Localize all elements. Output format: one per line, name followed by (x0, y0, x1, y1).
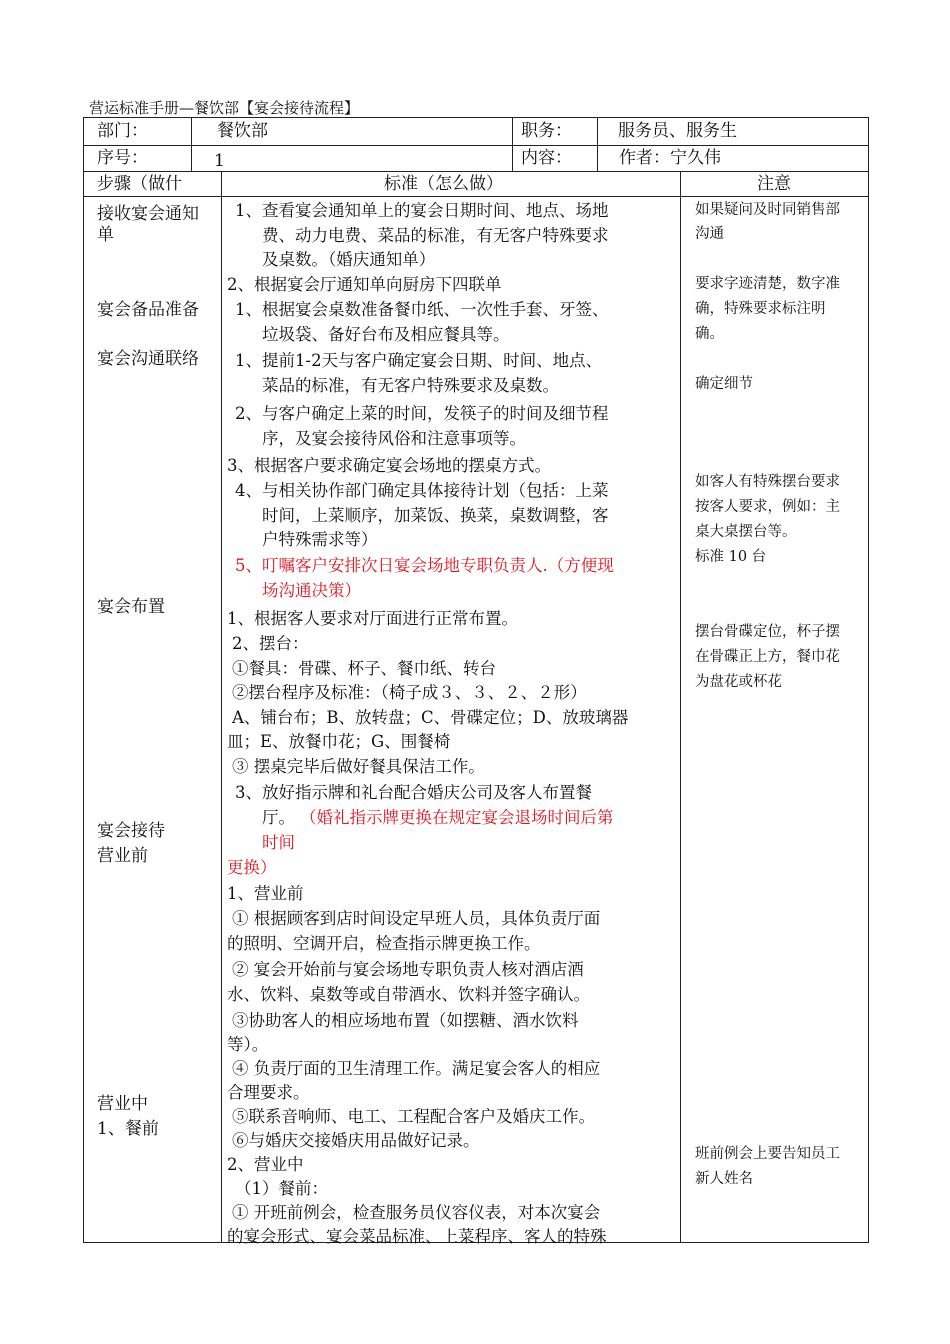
position-value: 服务员、服务生 (618, 121, 737, 141)
standard-line-highlight: 场沟通决策） (262, 581, 361, 600)
table-row-divider (83, 145, 869, 146)
position-label: 职务： (521, 121, 572, 141)
step-label: 宴会接待 (97, 821, 165, 841)
standard-line: ①餐具：骨碟、杯子、餐巾纸、转台 (232, 659, 496, 678)
standard-line: 皿；E、放餐巾花；G、围餐椅 (227, 732, 451, 751)
note-line: 沟通 (695, 226, 724, 242)
standard-line: A、铺台布；B、放转盘；C、骨碟定位；D、放玻璃器 (232, 708, 629, 727)
step-label: 宴会沟通联络 (97, 349, 199, 369)
step-label: 营业前 (97, 846, 148, 866)
standard-line: （1）餐前： (235, 1179, 328, 1198)
no-label: 序号： (97, 148, 148, 168)
standard-line: ① 开班前例会，检查服务员仪容仪表，对本次宴会 (232, 1203, 601, 1222)
note-line: 为盘花或杯花 (695, 674, 782, 690)
standard-line: 垃圾袋、备好台布及相应餐具等。 (262, 325, 510, 344)
standard-line: 1、查看宴会通知单上的宴会日期时间、地点、场地 (235, 201, 609, 220)
note-line: 要求字迹清楚，数字准 (695, 276, 840, 292)
standard-line: 水、饮料、桌数等或自带酒水、饮料并签字确认。 (227, 985, 590, 1004)
step-label: 接收宴会通知 (97, 204, 199, 224)
standard-line: 等）。 (227, 1035, 269, 1054)
note-line: 桌大桌摆台等。 (695, 524, 797, 540)
standard-line: 序，及宴会接待风俗和注意事项等。 (262, 429, 526, 448)
standard-line: 户特殊需求等） (262, 530, 378, 549)
note-line: 摆台骨碟定位，杯子摆 (695, 624, 840, 640)
standard-line: 菜品的标准，有无客户特殊要求及桌数。 (262, 376, 559, 395)
standard-line-highlight: （婚礼指示牌更换在规定宴会退场时间后第 (300, 808, 614, 827)
standard-line: 费、动力电费、菜品的标准，有无客户特殊要求 (262, 226, 609, 245)
standard-line-highlight: 更换） (227, 858, 277, 877)
dept-value: 餐饮部 (217, 121, 268, 141)
standard-line: ⑤联系音响师、电工、工程配合客户及婚庆工作。 (232, 1107, 595, 1126)
standard-line: 1、营业前 (227, 884, 304, 903)
standard-line: 的宴会形式、宴会菜品标准、上菜程序、客人的特殊 (227, 1227, 607, 1246)
standard-line: 2、营业中 (227, 1155, 304, 1174)
standard-line: 合理要求。 (227, 1083, 310, 1102)
note-line: 如果疑问及时同销售部 (695, 202, 840, 218)
header-col-divider (597, 117, 598, 171)
note-line: 班前例会上要告知员工 (695, 1146, 840, 1162)
step-label: 营业中 (97, 1094, 148, 1114)
header-col-divider (512, 117, 513, 171)
standard-line: ⑥与婚庆交接婚庆用品做好记录。 (232, 1131, 480, 1150)
standard-line-highlight: 5、叮嘱客户安排次日宴会场地专职负责人.（方便现 (235, 556, 614, 575)
standard-line: 2、根据宴会厅通知单向厨房下四联单 (227, 275, 502, 294)
standard-line: 2、摆台： (232, 634, 309, 653)
note-line: 标准 10 台 (695, 549, 767, 565)
step-label: 单 (97, 225, 114, 245)
standard-line: ② 宴会开始前与宴会场地专职负责人核对酒店酒 (232, 960, 584, 979)
standard-line: ③协助客人的相应场地布置（如摆糖、酒水饮料 (232, 1011, 579, 1030)
header-col-divider (191, 117, 192, 171)
note-line: 按客人要求，例如：主 (695, 499, 840, 515)
step-label: 宴会布置 (97, 597, 165, 617)
table-border-top (83, 117, 869, 118)
standard-line: 1、提前1-2天与客户确定宴会日期、时间、地点、 (235, 351, 603, 370)
standard-line: 2、与客户确定上菜的时间，发筷子的时间及细节程 (235, 404, 609, 423)
dept-label: 部门： (97, 121, 148, 141)
column-header-standard: 标准（怎么做） (384, 174, 503, 194)
author: 作者：宁久伟 (619, 148, 721, 168)
standard-line: ②摆台程序及标准：（椅子成３、３、２、２形） (232, 683, 587, 702)
table-border-right (868, 117, 869, 1242)
table-row-divider (83, 196, 869, 197)
content-label: 内容： (521, 148, 572, 168)
column-header-step: 步骤（做什 (97, 174, 182, 194)
column-divider-step (221, 171, 222, 1242)
standard-line-highlight: 时间 (262, 833, 295, 852)
step-label: 宴会备品准备 (97, 300, 199, 320)
standard-line: 3、根据客户要求确定宴会场地的摆桌方式。 (227, 456, 551, 475)
standard-line: 厅。 (262, 808, 295, 827)
standard-line: ③ 摆桌完毕后做好餐具保洁工作。 (232, 757, 485, 776)
table-border-left (83, 117, 84, 1242)
no-value: 1 (214, 151, 225, 171)
document-title: 营运标准手册—餐饮部【宴会接待流程】 (89, 99, 360, 117)
standard-line: ④ 负责厅面的卫生清理工作。满足宴会客人的相应 (232, 1059, 601, 1078)
standard-line: 时间，上菜顺序，加菜饭、换菜，桌数调整，客 (262, 506, 609, 525)
standard-line: ① 根据顾客到店时间设定早班人员，具体负责厅面 (232, 909, 601, 928)
note-line: 确，特殊要求标注明 (695, 301, 826, 317)
standard-line: 3、放好指示牌和礼台配合婚庆公司及客人布置餐 (235, 783, 592, 802)
column-header-note: 注意 (757, 174, 791, 194)
note-line: 如客人有特殊摆台要求 (695, 474, 840, 490)
column-divider-note (680, 171, 681, 1242)
standard-line: 及桌数。（婚庆通知单） (262, 250, 436, 269)
note-line: 在骨碟正上方，餐巾花 (695, 649, 840, 665)
note-line: 确。 (695, 326, 724, 342)
step-label: 1、餐前 (97, 1119, 159, 1139)
note-line: 新人姓名 (695, 1171, 753, 1187)
standard-line: 4、与相关协作部门确定具体接待计划（包括：上菜 (235, 481, 609, 500)
standard-line: 1、根据宴会桌数准备餐巾纸、一次性手套、牙签、 (235, 300, 609, 319)
standard-line: 1、根据客人要求对厅面进行正常布置。 (227, 609, 518, 628)
standard-line: 的照明、空调开启，检查指示牌更换工作。 (227, 934, 541, 953)
note-line: 确定细节 (695, 376, 753, 392)
